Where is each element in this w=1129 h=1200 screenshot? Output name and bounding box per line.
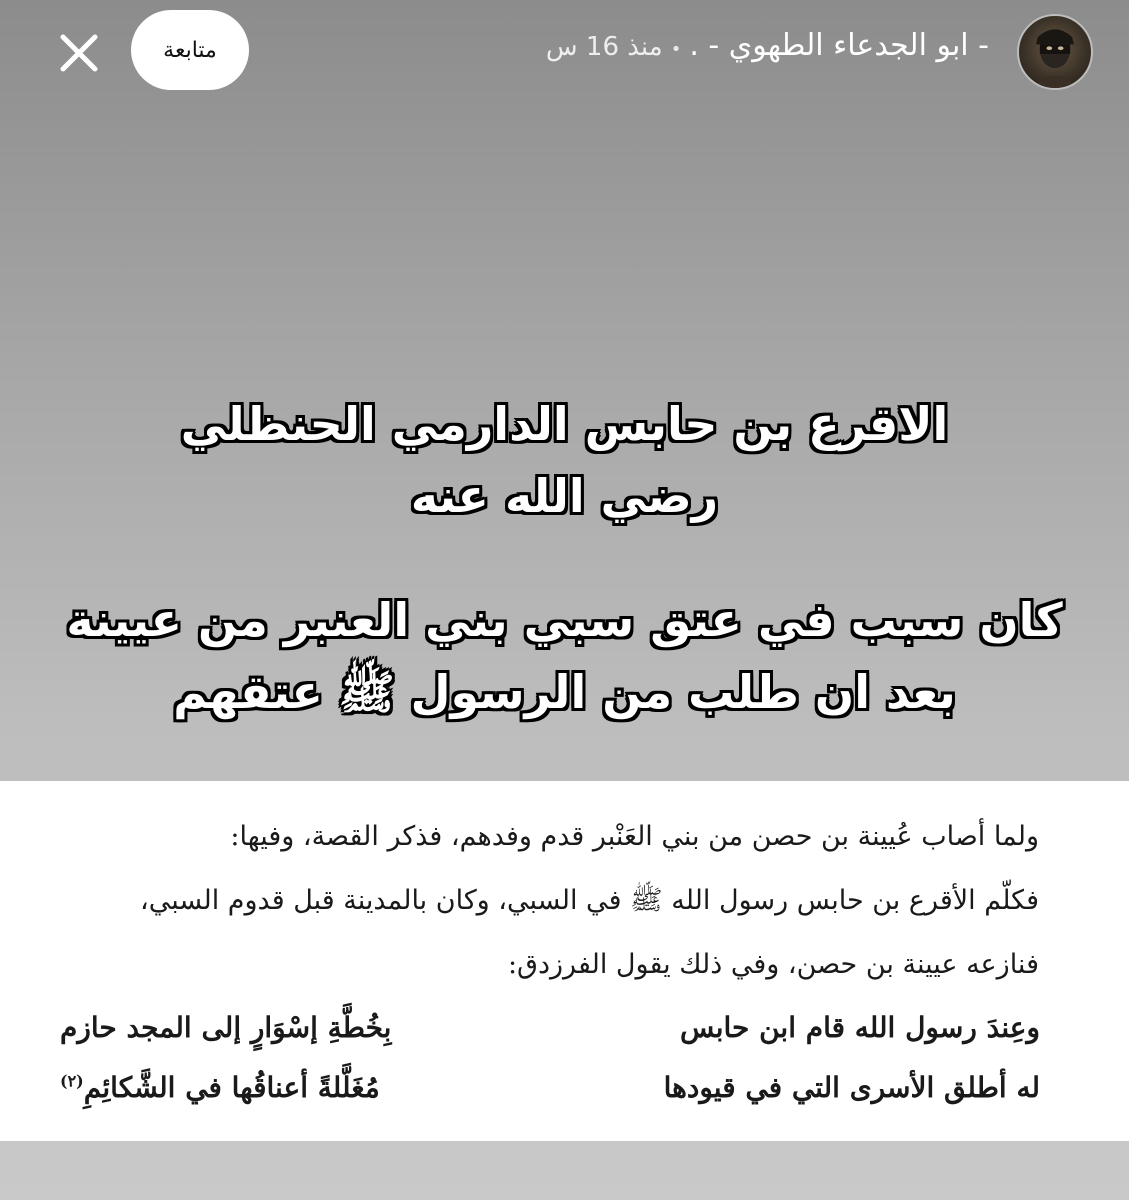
close-button[interactable] [54, 28, 104, 78]
avatar[interactable] [1017, 14, 1093, 90]
headline-line-3: كان سبب في عتق سبي بني العنبر من عيينة [66, 593, 1063, 647]
headline-line-1: الاقرع بن حابس الدارمي الحنظلي [180, 397, 949, 451]
verse-2-second-text: مُغَلَّلةً أعناقُها في الشَّكائِمِ [83, 1071, 380, 1104]
verse-1-first-hemistich: وعِندَ رسول الله قام ابن حابس [680, 1011, 1040, 1044]
story-header [0, 0, 1129, 110]
excerpt-line-3: فنازعه عيينة بن حصن، وفي ذلك يقول الفرزدق: [507, 949, 1039, 980]
username[interactable]: - ابو الجدعاء الطهوي - . [689, 28, 989, 63]
verse-2-first-hemistich: له أطلق الأسرى التي في قيودها [663, 1071, 1040, 1104]
verse-line-1 [60, 1011, 1040, 1071]
excerpt-line-2: فكلّم الأقرع بن حابس رسول الله ﷺ في السبي، وكان بالمدينة قبل قدوم السبي، [140, 885, 1039, 916]
verse-2-second-hemistich [60, 1071, 380, 1131]
story-headline [60, 388, 1069, 728]
excerpt-prose [59, 805, 1039, 997]
close-icon [54, 28, 104, 78]
footnote-marker: (٢) [60, 1071, 84, 1091]
verse-line-2 [60, 1071, 1040, 1131]
excerpt-line-1: ولما أصاب عُيينة بن حصن من بني العَنْبر قدم وفدهم، فذكر القصة، وفيها: [230, 821, 1039, 852]
user-info[interactable] [546, 28, 989, 78]
headline-gap [60, 532, 1069, 584]
avatar-image [1019, 16, 1091, 88]
headline-line-2: رضي الله عنه [410, 469, 719, 523]
book-excerpt [0, 781, 1129, 1141]
headline-line-4: بعد ان طلب من الرسول ﷺ عتقهم [173, 665, 956, 719]
verse-1-second-hemistich: بِخُطَّةِ إسْوَارٍ إلى المجد حازم [60, 1011, 392, 1044]
timestamp: منذ 16 س [545, 32, 663, 62]
separator-dot: • [670, 39, 682, 60]
follow-button[interactable]: متابعة [131, 10, 249, 90]
